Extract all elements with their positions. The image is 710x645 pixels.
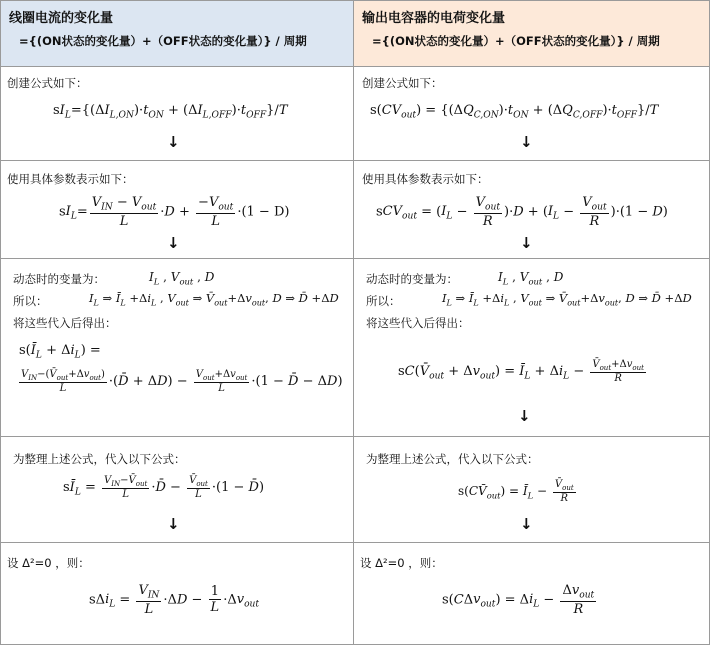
down-arrow-icon: ↓ — [518, 407, 531, 425]
row5-left-label: 设 Δ²=0 ，则： — [7, 556, 90, 570]
row2-right-cell — [354, 161, 709, 259]
down-arrow-icon: ↓ — [167, 234, 180, 252]
row2-left-cell — [1, 161, 354, 259]
row3-right-formula: $sC(V̄_{out} + \Delta v_{out})$ = $Ī_L + \Delta i_L$ − $\frac{V̄_{out}+\Delta v_{out}}{R}$ — [398, 359, 644, 384]
row5-left-formula: sΔi$_L$ = $\frac{V_{IN}}{L}$ ·ΔD − $\frac{1}{L}$ $\cdot\Delta v_{out}$ — [89, 583, 260, 617]
row3-left-vars-label: 动态时的变量为： — [13, 272, 105, 286]
row3-left-formula-b: $\frac{V_{IN}-(V̄_{out}+\Delta v_{out})}{L}$ ·(D̄ + ΔD) − $\frac{V_{out}+\Delta v_{out}}{L}$ ·(1 − D̄ − ΔD) — [21, 369, 343, 394]
row5-right-label: 设 Δ²=0 ，则： — [360, 556, 443, 570]
row3-right-substitution: $I_L$ ⇒ $Ī_L +\Delta i_L$ , $V_{out}$ ⇒ $V̄_{out}+\Delta v_{out}$, D ⇒ D̄ +ΔD — [442, 291, 692, 308]
row2-left-formula: $sI_L=$ $\frac{V_{IN} - V_{out}}{L}$ ·D + $\frac{-V_{out}}{L}$ ·(1 − D) — [59, 195, 290, 229]
row3-left-so-label: 所以： — [13, 294, 48, 308]
row4-left-label: 为整理上述公式，代入以下公式： — [13, 452, 186, 466]
row3-right-vars: $I_L$ , $V_{out}$ , D — [498, 270, 564, 287]
row4-right-label: 为整理上述公式，代入以下公式： — [366, 452, 539, 466]
row1-left-label: 创建公式如下： — [7, 76, 88, 90]
down-arrow-icon: ↓ — [520, 133, 533, 151]
header-right-subtitle: ={(ON状态的变化量）+（OFF状态的变化量）} / 周期 — [372, 34, 660, 48]
header-left-title: 线圈电流的变化量 — [9, 11, 114, 26]
row3-left-cell — [1, 259, 354, 437]
row3-right-so-label: 所以： — [366, 294, 401, 308]
header-right-title: 输出电容器的电荷变化量 — [362, 11, 506, 26]
row4-left-formula: $sĪ_L$ = $\frac{V_{IN}-V̄_{out}}{L}$ ·D̄ − $\frac{V̄_{out}}{L}$ ·(1 − D̄) — [63, 475, 265, 500]
row2-right-formula: $sCV_{out} = (I_L$ − $\frac{V_{out}}{R}$ )$\cdot D + (I_L$ − $\frac{V_{out}}{R}$ )·(1 − D) — [376, 195, 668, 229]
row1-right-cell — [354, 67, 709, 161]
row5-right-formula: $s(C\Delta v_{out}) = \Delta i_L$ − $\frac{\Delta v_{out}}{R}$ — [442, 583, 595, 617]
row3-left-substitute-label: 将这些代入后得出： — [13, 316, 117, 330]
row4-right-formula: $s(CV̄_{out})$ = $Ī_L$ − $\frac{V̄_{out}}{R}$ — [458, 479, 574, 504]
header-left-cell — [1, 1, 354, 67]
row1-left-cell — [1, 67, 354, 161]
header-right-cell — [354, 1, 709, 67]
row1-left-formula: $sI_L=\{(\Delta I_{L,ON})\cdot t_{ON} + (\Delta I_{L,OFF})\cdot t_{OFF}\}/T$ — [53, 103, 288, 121]
row3-left-formula-a: $s(Ī_L + \Delta i_L)$ = — [19, 343, 101, 361]
row3-right-vars-label: 动态时的变量为： — [366, 272, 458, 286]
down-arrow-icon: ↓ — [520, 234, 533, 252]
row3-right-substitute-label: 将这些代入后得出： — [366, 316, 470, 330]
row5-right-cell — [354, 543, 709, 644]
row3-left-vars: $I_L$ , $V_{out}$ , D — [149, 270, 215, 287]
row5-left-cell — [1, 543, 354, 644]
row3-right-cell — [354, 259, 709, 437]
down-arrow-icon: ↓ — [520, 515, 533, 533]
header-left-subtitle: ={(ON状态的变化量）+（OFF状态的变化量）} / 周期 — [19, 34, 307, 48]
row3-left-substitution: $I_L$ ⇒ $Ī_L +\Delta i_L$ , $V_{out}$ ⇒ $V̄_{out}+\Delta v_{out}$, D ⇒ D̄ +ΔD — [89, 291, 339, 308]
down-arrow-icon: ↓ — [167, 515, 180, 533]
down-arrow-icon: ↓ — [167, 133, 180, 151]
row1-right-formula: $s(CV_{out}) = \{(\Delta Q_{C,ON})\cdot t_{ON} + (\Delta Q_{C,OFF})\cdot t_{OFF}\}/T$ — [370, 103, 659, 121]
row2-left-label: 使用具体参数表示如下： — [7, 172, 134, 186]
row4-right-cell — [354, 437, 709, 543]
row4-left-cell — [1, 437, 354, 543]
row1-right-label: 创建公式如下： — [362, 76, 443, 90]
row2-right-label: 使用具体参数表示如下： — [362, 172, 489, 186]
